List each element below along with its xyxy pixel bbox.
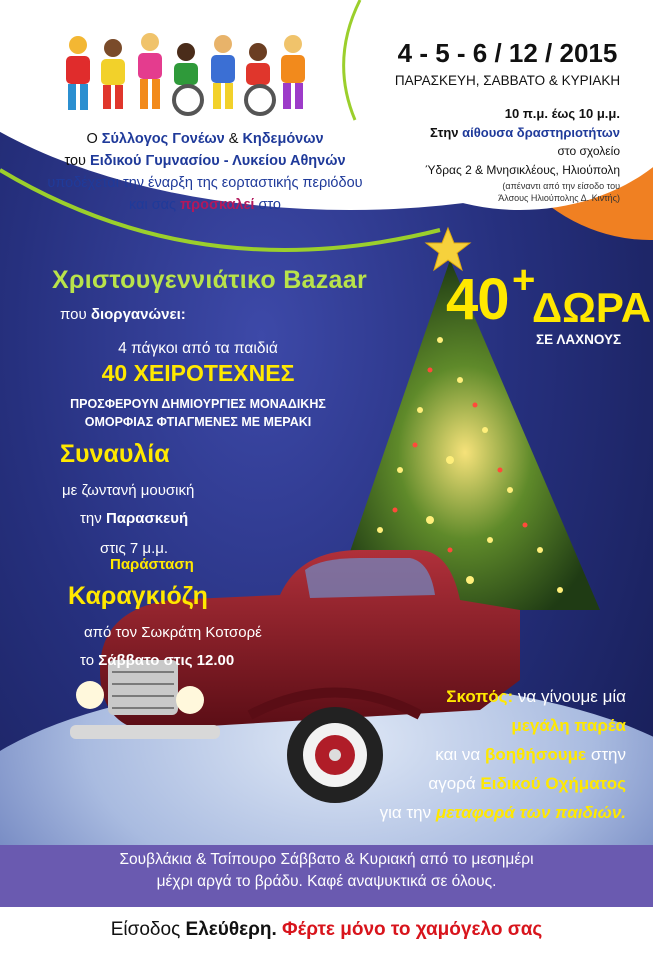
intro-text-1c: & xyxy=(228,131,239,147)
purpose-line-5a: για την xyxy=(379,803,432,822)
event-title: Χριστουγεννιάτικο Bazaar xyxy=(52,266,367,294)
organizes-1: που xyxy=(60,306,87,323)
intro-text-1d: Κηδεμόνων xyxy=(242,131,324,147)
purpose-line-2: μεγάλη παρέα xyxy=(511,716,626,735)
purpose-line-5b: μεταφορά των παιδιών. xyxy=(435,803,626,822)
venue-landmark-2: Άλσους Ηλιούπολης Δ. Κιντής) xyxy=(498,193,620,203)
prizes-gifts: ΔΩΡΑ xyxy=(532,284,652,331)
purpose-label: Σκοπός: xyxy=(446,687,514,706)
intro-text-3: υποδέχεται την έναρξη της εορταστικής περιόδου xyxy=(47,175,363,191)
food-bar xyxy=(0,845,653,907)
program-block xyxy=(48,336,348,429)
purpose-line-3a: και να xyxy=(435,745,481,764)
entry-b: Ελεύθερη. xyxy=(185,919,277,940)
saturday-1: το xyxy=(80,652,95,669)
intro-text-4b: προσκαλεί xyxy=(180,197,255,213)
purpose-block xyxy=(320,682,626,827)
saturday-line xyxy=(80,652,234,669)
food-line-2: μέχρι αργά το βράδυ. Καφέ αναψυκτικά σε όλους. xyxy=(156,873,497,890)
concert-title: Συναυλία xyxy=(60,440,170,468)
music-text: με ζωντανή μουσική xyxy=(62,482,195,499)
event-days: ΠΑΡΑΣΚΕΥΗ, ΣΑΒΒΑΤΟ & ΚΥΡΙΑΚΗ xyxy=(394,73,621,88)
purpose-line-4a: αγορά xyxy=(428,774,476,793)
entry-a: Είσοδος xyxy=(110,919,181,940)
purpose-line-3b: βοηθήσουμε xyxy=(484,745,587,764)
performer-text: από τον Σωκράτη Κοτσορέ xyxy=(84,624,262,641)
organizes-line xyxy=(60,306,186,323)
intro-text xyxy=(40,128,370,216)
stalls-text: 4 πάγκοι από τα παιδιά xyxy=(118,340,278,357)
prizes-lottery: ΣΕ ΛΑΧΝΟΥΣ xyxy=(536,332,622,347)
venue-landmark-1: (απέναντι από την είσοδο του xyxy=(502,181,620,191)
prizes-badge xyxy=(440,258,652,358)
event-info xyxy=(385,38,630,88)
intro-text-1b: Σύλλογος Γονέων xyxy=(101,131,225,147)
venue-info xyxy=(330,104,620,204)
venue-prefix: Στην xyxy=(429,125,459,140)
truck-headlight-right xyxy=(176,686,204,714)
venue-address: Ύδρας 2 & Μνησικλέους, Ηλιούπολη xyxy=(425,163,620,177)
creations-text-1: ΠΡΟΣΦΕΡΟΥΝ ΔΗΜΙΟΥΡΓΙΕΣ ΜΟΝΑΔΙΚΗΣ xyxy=(70,397,326,411)
intro-text-2b: Ειδικού Γυμνασίου - Λυκείου Αθηνών xyxy=(90,153,346,169)
event-hours: 10 π.μ. έως 10 μ.μ. xyxy=(504,106,620,121)
purpose-line-1: να γίνουμε μία xyxy=(517,687,626,706)
intro-text-4c: στο xyxy=(258,197,281,213)
intro-text-2a: του xyxy=(64,153,86,169)
prizes-count: 40 xyxy=(446,267,509,332)
truck-window xyxy=(305,558,435,598)
friday-2: Παρασκευή xyxy=(105,510,189,527)
organizes-2: διοργανώνει: xyxy=(90,306,186,323)
intro-text-4a: και σας xyxy=(129,197,177,213)
friday-line xyxy=(80,510,188,527)
friday-1: την xyxy=(80,510,102,527)
purpose-line-4b: Ειδικού Οχήματος xyxy=(480,774,626,793)
venue-highlight: αίθουσα δραστηριοτήτων xyxy=(462,125,620,140)
creations-text-2: ΟΜΟΡΦΙΑΣ ΦΤΙΑΓΜΕΝΕΣ ΜΕ ΜΕΡΑΚΙ xyxy=(84,415,312,429)
child-figure xyxy=(66,36,90,110)
karagiozis-title: Καραγκιόζη xyxy=(68,582,208,610)
truck-headlight-left xyxy=(76,681,104,709)
entry-line xyxy=(0,919,653,941)
friday-time: στις 7 μ.μ. xyxy=(100,540,169,557)
prizes-plus: + xyxy=(512,258,536,302)
entry-c: Φέρτε μόνο το χαμόγελο σας xyxy=(282,919,543,940)
crafters-text: 40 ΧΕΙΡΟΤΕΧΝΕΣ xyxy=(101,360,295,386)
purpose-line-3c: στην xyxy=(590,745,626,764)
entry-bar xyxy=(0,907,653,960)
truck-bumper xyxy=(70,725,220,739)
show-label: Παράσταση xyxy=(110,556,194,573)
food-line-1: Σουβλάκια & Τσίπουρο Σάββατο & Κυριακή από το μεσημέρι xyxy=(119,851,534,868)
venue-school: στο σχολείο xyxy=(557,144,620,158)
intro-text-1a: Ο xyxy=(86,131,98,147)
saturday-2: Σάββατο στις 12.00 xyxy=(98,652,235,669)
children-logo xyxy=(58,30,308,120)
event-dates: 4 - 5 - 6 / 12 / 2015 xyxy=(397,38,618,68)
